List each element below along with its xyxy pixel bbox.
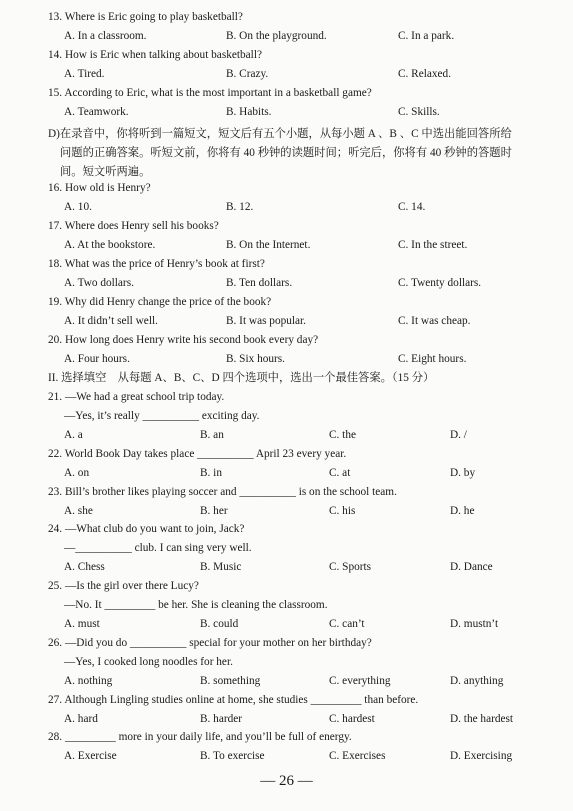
answer-option[interactable]: A. Chess xyxy=(64,561,105,573)
answer-option[interactable]: A. Two dollars. xyxy=(64,277,134,289)
question-number: 22. xyxy=(48,448,63,460)
question-13 xyxy=(48,10,243,24)
dialogue-reply: —__________ club. I can sing very well. xyxy=(64,542,252,554)
answer-option[interactable]: C. hardest xyxy=(329,713,375,725)
question-number: 19. xyxy=(48,296,63,308)
question-text: How long does Henry write his second book every day? xyxy=(64,334,319,346)
question-number: 28. xyxy=(48,731,63,743)
dialogue-reply: —No. It _________ be her. She is cleaning the classroom. xyxy=(64,599,328,611)
answer-option[interactable]: A. on xyxy=(64,467,90,479)
answer-option[interactable]: B. On the Internet. xyxy=(226,239,311,251)
question-number: 21. xyxy=(48,391,63,403)
answer-option[interactable]: D. Dance xyxy=(450,561,493,573)
question-text: —What club do you want to join, Jack? xyxy=(64,523,245,535)
answer-option[interactable]: A. hard xyxy=(64,713,98,725)
question-text: _________ more in your daily life, and you’ll be full of energy. xyxy=(64,731,352,743)
answer-option[interactable]: A. At the bookstore. xyxy=(64,239,156,251)
question-text: World Book Day takes place __________ April 23 every year. xyxy=(64,448,347,460)
answer-option[interactable]: B. To exercise xyxy=(200,750,265,762)
answer-option[interactable]: C. Eight hours. xyxy=(398,353,467,365)
answer-option[interactable]: B. in xyxy=(200,467,222,479)
answer-option[interactable]: C. In the street. xyxy=(398,239,468,251)
question-number: 14. xyxy=(48,49,63,61)
question-21 xyxy=(48,390,224,404)
question-number: 13. xyxy=(48,11,63,23)
answer-option[interactable]: D. the hardest xyxy=(450,713,514,725)
question-14 xyxy=(48,48,262,62)
answer-option[interactable]: B. Six hours. xyxy=(226,353,286,365)
question-25 xyxy=(48,579,199,593)
answer-option[interactable]: A. Tired. xyxy=(64,68,105,80)
question-24 xyxy=(48,522,244,536)
section-d-instructions xyxy=(48,125,563,182)
question-text: Where is Eric going to play basketball? xyxy=(64,11,243,23)
answer-option[interactable]: A. Exercise xyxy=(64,750,117,762)
question-20 xyxy=(48,333,318,347)
answer-option[interactable]: C. Sports xyxy=(329,561,372,573)
answer-option[interactable]: A. 10. xyxy=(64,201,92,213)
question-text: Why did Henry change the price of the book? xyxy=(64,296,272,308)
answer-option[interactable]: C. Twenty dollars. xyxy=(398,277,482,289)
question-23 xyxy=(48,485,397,499)
answer-option[interactable]: A. nothing xyxy=(64,675,113,687)
question-26 xyxy=(48,636,372,650)
question-number: 18. xyxy=(48,258,63,270)
question-text: How old is Henry? xyxy=(64,182,151,194)
question-17 xyxy=(48,219,219,233)
answer-option[interactable]: B. It was popular. xyxy=(226,315,307,327)
page-number: — 26 — xyxy=(260,773,313,789)
question-15 xyxy=(48,86,372,100)
dialogue-reply: —Yes, it’s really __________ exciting day. xyxy=(64,410,260,422)
question-text: Where does Henry sell his books? xyxy=(64,220,219,232)
question-text: —Did you do __________ special for your mother on her birthday? xyxy=(64,637,372,649)
answer-option[interactable]: B. Ten dollars. xyxy=(226,277,293,289)
question-number: 25. xyxy=(48,580,63,592)
question-text: What was the price of Henry’s book at first? xyxy=(64,258,265,270)
question-number: 24. xyxy=(48,523,63,535)
question-text: According to Eric, what is the most important in a basketball game? xyxy=(64,87,372,99)
answer-option[interactable]: A. she xyxy=(64,505,93,517)
instruction-line: 问题的正确答案。听短文前，你将有 40 秒钟的读题时间；听完后，你将有 40 秒钟的答题时 xyxy=(60,147,512,159)
answer-option[interactable]: C. It was cheap. xyxy=(398,315,471,327)
answer-option[interactable]: A. Teamwork. xyxy=(64,106,129,118)
answer-option[interactable]: D. Exercising xyxy=(450,750,513,762)
answer-option[interactable]: C. everything xyxy=(329,675,391,687)
question-number: 23. xyxy=(48,486,63,498)
question-number: 20. xyxy=(48,334,63,346)
answer-option[interactable]: C. Exercises xyxy=(329,750,386,762)
question-number: 17. xyxy=(48,220,63,232)
answer-option[interactable]: D. by xyxy=(450,467,476,479)
answer-option[interactable]: C. Skills. xyxy=(398,106,440,118)
answer-option[interactable]: D. he xyxy=(450,505,475,517)
answer-option[interactable]: B. Habits. xyxy=(226,106,272,118)
answer-option[interactable]: C. the xyxy=(329,429,356,441)
instruction-line: 间。短文听两遍。 xyxy=(60,166,151,178)
answer-option[interactable]: A. a xyxy=(64,429,83,441)
question-text: How is Eric when talking about basketball? xyxy=(64,49,262,61)
instruction-line: D)在录音中，你将听到一篇短文，短文后有五个小题，从每小题 A 、B 、C 中选出能回答所给 xyxy=(48,128,512,140)
answer-option[interactable]: B. something xyxy=(200,675,261,687)
question-27 xyxy=(48,693,418,707)
question-18 xyxy=(48,257,265,271)
answer-option[interactable]: A. It didn’t sell well. xyxy=(64,315,158,327)
answer-option[interactable]: C. at xyxy=(329,467,351,479)
answer-option[interactable]: D. mustn’t xyxy=(450,618,499,630)
answer-option[interactable]: C. can’t xyxy=(329,618,365,630)
answer-option[interactable]: B. Crazy. xyxy=(226,68,269,80)
answer-option[interactable]: C. 14. xyxy=(398,201,426,213)
question-16 xyxy=(48,181,151,195)
question-28 xyxy=(48,730,352,744)
question-text: Although Lingling studies online at home, she studies _________ than before. xyxy=(64,694,419,706)
question-number: 26. xyxy=(48,637,63,649)
answer-option[interactable]: C. In a park. xyxy=(398,30,455,42)
answer-option[interactable]: A. Four hours. xyxy=(64,353,130,365)
answer-option[interactable]: B. On the playground. xyxy=(226,30,327,42)
answer-option[interactable]: D. / xyxy=(450,429,467,441)
question-text: —We had a great school trip today. xyxy=(64,391,225,403)
question-number: 16. xyxy=(48,182,63,194)
answer-option[interactable]: B. harder xyxy=(200,713,243,725)
question-text: —Is the girl over there Lucy? xyxy=(64,580,199,592)
answer-option[interactable]: B. 12. xyxy=(226,201,254,213)
question-number: 27. xyxy=(48,694,63,706)
question-text: Bill’s brother likes playing soccer and __________ is on the school team. xyxy=(64,486,397,498)
question-number: 15. xyxy=(48,87,63,99)
answer-option[interactable]: B. could xyxy=(200,618,239,630)
answer-option[interactable]: B. an xyxy=(200,429,224,441)
dialogue-reply: —Yes, I cooked long noodles for her. xyxy=(64,656,233,668)
question-19 xyxy=(48,295,271,309)
answer-option[interactable]: D. anything xyxy=(450,675,504,687)
answer-option[interactable]: C. Relaxed. xyxy=(398,68,452,80)
question-22 xyxy=(48,447,346,461)
answer-option[interactable]: B. Music xyxy=(200,561,242,573)
answer-option[interactable]: B. her xyxy=(200,505,228,517)
answer-option[interactable]: A. In a classroom. xyxy=(64,30,147,42)
answer-option[interactable]: C. his xyxy=(329,505,356,517)
section-ii-heading: II. 选择填空 从每题 A、B、C、D 四个选项中，选出一个最佳答案。（15 分） xyxy=(48,372,435,384)
answer-option[interactable]: A. must xyxy=(64,618,100,630)
